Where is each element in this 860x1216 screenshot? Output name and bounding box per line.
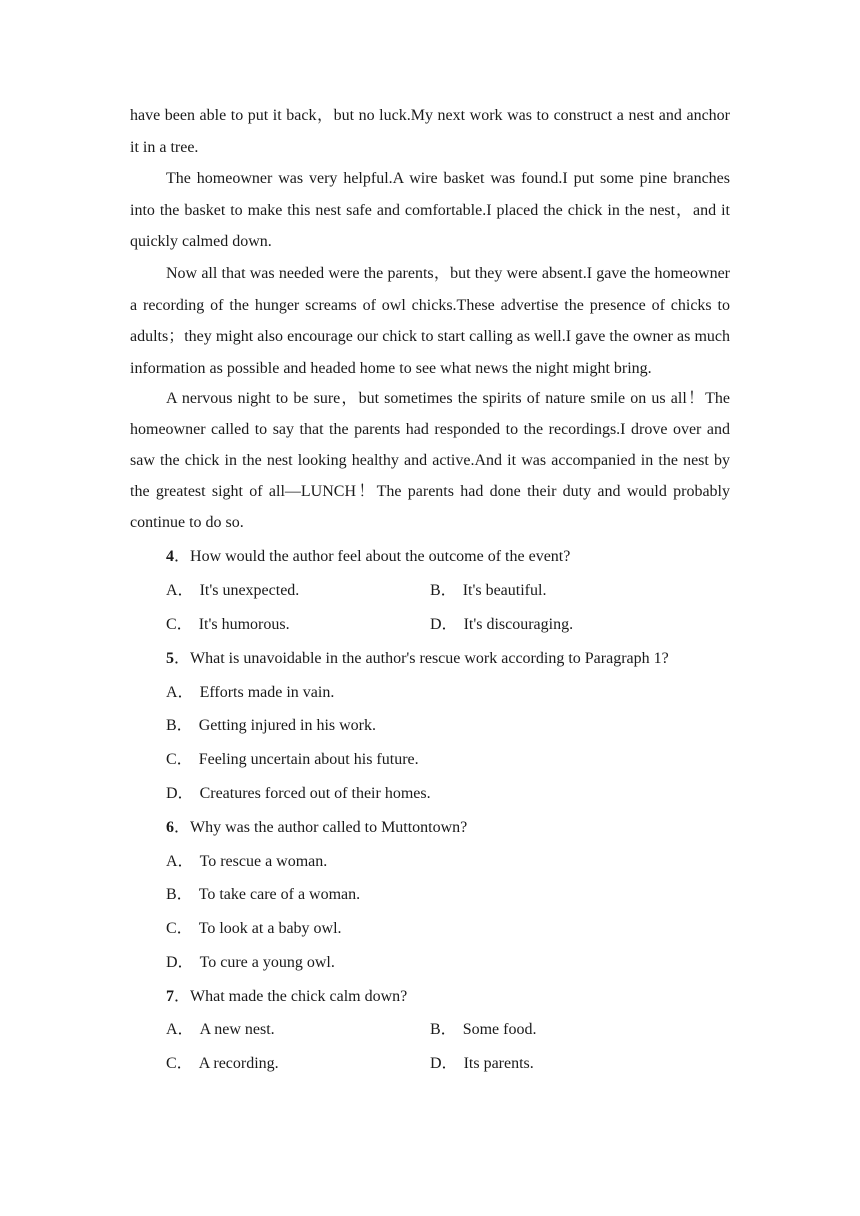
passage-paragraph-2: The homeowner was very helpful.A wire basket was found.I put some pine branches into the basket to make this nest safe and comfortable.I placed the chick in the nest，and it quickly calmed down. [130, 170, 731, 251]
option-a [166, 1021, 275, 1038]
option-letter: B． [430, 1021, 457, 1039]
option-d [430, 608, 573, 642]
option-letter: B． [166, 886, 193, 904]
option-a [166, 582, 299, 599]
option-text: Some food. [462, 1021, 537, 1039]
question-text: What made the chick calm down? [190, 987, 408, 1005]
option-letter: C． [166, 920, 193, 938]
option-d [130, 946, 730, 980]
option-text: Feeling uncertain about his future. [198, 751, 419, 769]
question-text: What is unavoidable in the author's rescue work according to Paragraph 1? [190, 649, 669, 667]
option-text: Efforts made in vain. [199, 683, 335, 701]
option-text: To cure a young owl. [199, 953, 335, 971]
options-row [130, 1047, 730, 1081]
question-text: How would the author feel about the outcome of the event? [190, 548, 571, 566]
document-content [130, 100, 730, 1081]
option-text: It's humorous. [198, 615, 290, 633]
option-text: A recording. [198, 1055, 279, 1073]
option-letter: C． [166, 1055, 193, 1073]
question-text: Why was the author called to Muttontown? [190, 818, 468, 836]
option-text: Getting injured in his work. [198, 717, 376, 735]
option-text: Its parents. [463, 1055, 534, 1073]
option-text: To rescue a woman. [199, 852, 328, 870]
question-number: 7 [166, 987, 174, 1005]
option-letter: B． [166, 717, 193, 735]
option-letter: C． [166, 615, 193, 633]
option-letter: A． [166, 1021, 194, 1039]
option-a [130, 676, 730, 710]
option-c [130, 743, 730, 777]
option-c [166, 616, 290, 633]
question-5: 5．What is unavoidable in the author's rescue work according to Paragraph 1? [166, 649, 669, 667]
option-letter: A． [166, 582, 194, 600]
option-letter: A． [166, 852, 194, 870]
question-6: 6．Why was the author called to Muttontown? [166, 818, 468, 836]
option-c [130, 912, 730, 946]
option-text: It's beautiful. [462, 582, 547, 600]
question-4: 4．How would the author feel about the outcome of the event? [166, 548, 571, 566]
options-row [130, 1013, 730, 1047]
option-text: To look at a baby owl. [198, 920, 342, 938]
option-text: It's unexpected. [199, 582, 300, 600]
option-c [166, 1055, 279, 1072]
option-a [130, 845, 730, 879]
option-d [430, 1047, 534, 1081]
option-letter: D． [166, 953, 194, 971]
option-letter: A． [166, 683, 194, 701]
question-number: 4 [166, 548, 174, 566]
question-number: 5 [166, 649, 174, 667]
option-text: To take care of a woman. [198, 886, 361, 904]
question-number: 6 [166, 818, 174, 836]
option-text: It's discouraging. [463, 615, 574, 633]
option-letter: C． [166, 751, 193, 769]
option-b [430, 1013, 536, 1047]
question-7: 7．What made the chick calm down? [166, 987, 408, 1005]
option-b [130, 878, 730, 912]
passage-paragraph-4: A nervous night to be sure，but sometimes the spirits of nature smile on us all！The homeowner called to say that the parents had responded to the recordings.I drove over and saw the chick in the nest looking healthy and active.And it was accompanied in the nest by the greatest sight of all—LUNCH！The parents had done their duty and would probably continue to do so. [130, 390, 730, 531]
passage-paragraph-3: Now all that was needed were the parents，but they were absent.I gave the homeowner a recording of the hunger screams of owl chicks.These advertise the presence of chicks to adults；they might also encourage our chick to start calling as well.I gave the owner as much information as possible and headed home to see what news the night might bring. [130, 264, 730, 377]
options-row [130, 574, 730, 608]
option-letter: D． [430, 1055, 458, 1073]
option-letter: B． [430, 582, 457, 600]
option-b [430, 574, 546, 608]
option-letter: D． [430, 615, 458, 633]
option-d [130, 777, 730, 811]
passage-paragraph-1: have been able to put it back，but no luck.My next work was to construct a nest and anchor it in a tree. [130, 107, 730, 156]
option-letter: D． [166, 784, 194, 802]
option-text: A new nest. [199, 1021, 275, 1039]
options-row [130, 608, 730, 642]
option-text: Creatures forced out of their homes. [199, 784, 431, 802]
option-b [130, 709, 730, 743]
